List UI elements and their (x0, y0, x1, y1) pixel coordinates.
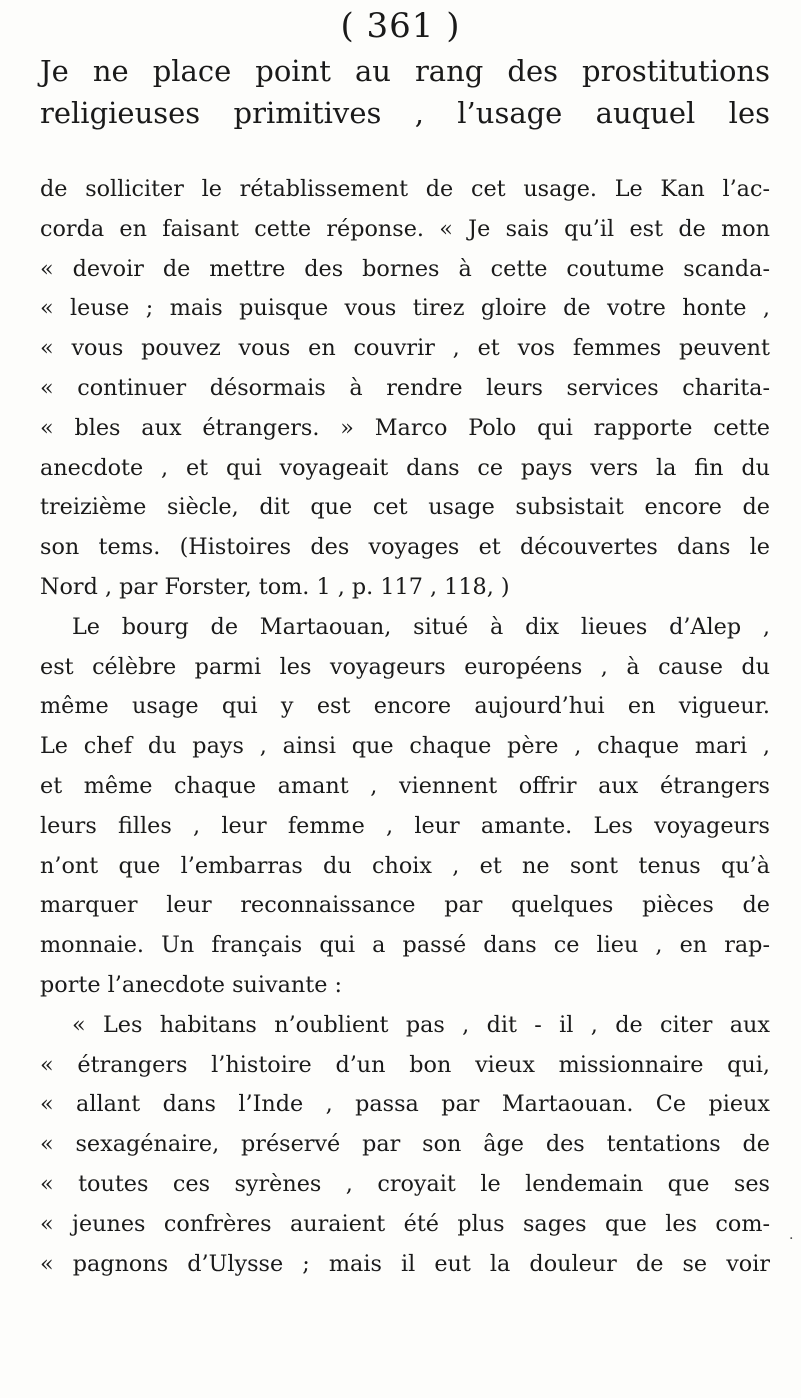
text-line: n’ont que l’embarras du choix , et ne sont tenus qu’à (40, 852, 770, 879)
text-line: religieuses primitives , l’usage auquel les (40, 96, 770, 130)
text-line: Le chef du pays , ainsi que chaque père , chaque mari , (40, 733, 770, 760)
text-line: treizième siècle, dit que cet usage subsistait encore de (40, 494, 770, 521)
text-line: « allant dans l’Inde , passa par Martaouan. Ce pieux (40, 1091, 770, 1118)
margin-mark: . (789, 1227, 794, 1243)
text-line: « bles aux étrangers. » Marco Polo qui rapporte cette (40, 414, 770, 441)
text-line: « pagnons d’Ulysse ; mais il eut la douleur de se voir (40, 1250, 770, 1277)
text-line: « continuer désormais à rendre leurs services charita- (40, 374, 770, 401)
text-line: « leuse ; mais puisque vous tirez gloire de votre honte , (40, 295, 770, 322)
text-line: « toutes ces syrènes , croyait le lendemain que ses (40, 1170, 770, 1197)
page-number: ( 361 ) (340, 6, 461, 46)
text-line: son tems. (Histoires des voyages et découvertes dans le (40, 534, 770, 561)
text-line: « sexagénaire, préservé par son âge des tentations de (40, 1131, 770, 1158)
text-line: et même chaque amant , viennent offrir aux étrangers (40, 772, 770, 799)
text-line: porte l’anecdote suivante : (40, 971, 343, 998)
text-line: de solliciter le rétablissement de cet usage. Le Kan l’ac- (40, 176, 770, 202)
text-line: « étrangers l’histoire d’un bon vieux missionnaire qui, (40, 1051, 770, 1078)
paragraph-heading (40, 50, 770, 134)
text-line: corda en faisant cette réponse. « Je sais qu’il est de mon (40, 215, 770, 242)
text-line: même usage qui y est encore aujourd’hui en vigueur. (40, 693, 770, 720)
text-line: anecdote , et qui voyageait dans ce pays vers la fin du (40, 454, 770, 481)
text-line: « Les habitans n’oublient pas , dit - il , de citer aux (72, 1011, 770, 1038)
text-line: Le bourg de Martaouan, situé à dix lieues d’Alep , (72, 613, 770, 640)
text-line: « vous pouvez vous en couvrir , et vos femmes peuvent (40, 335, 770, 362)
text-line: monnaie. Un français qui a passé dans ce lieu , en rap- (40, 932, 770, 959)
text-line: « devoir de mettre des bornes à cette coutume scanda- (40, 255, 770, 282)
text-line: Nord , par Forster, tom. 1 , p. 117 , 118, ) (40, 573, 510, 600)
text-line: « jeunes confrères auraient été plus sages que les com- (40, 1210, 770, 1237)
text-line: Je ne place point au rang des prostitutions (40, 54, 770, 88)
text-line: marquer leur reconnaissance par quelques pièces de (40, 892, 770, 919)
text-line: leurs filles , leur femme , leur amante. Les voyageurs (40, 812, 770, 839)
text-line: est célèbre parmi les voyageurs européens , à cause du (40, 653, 770, 680)
body-text (40, 170, 770, 1284)
